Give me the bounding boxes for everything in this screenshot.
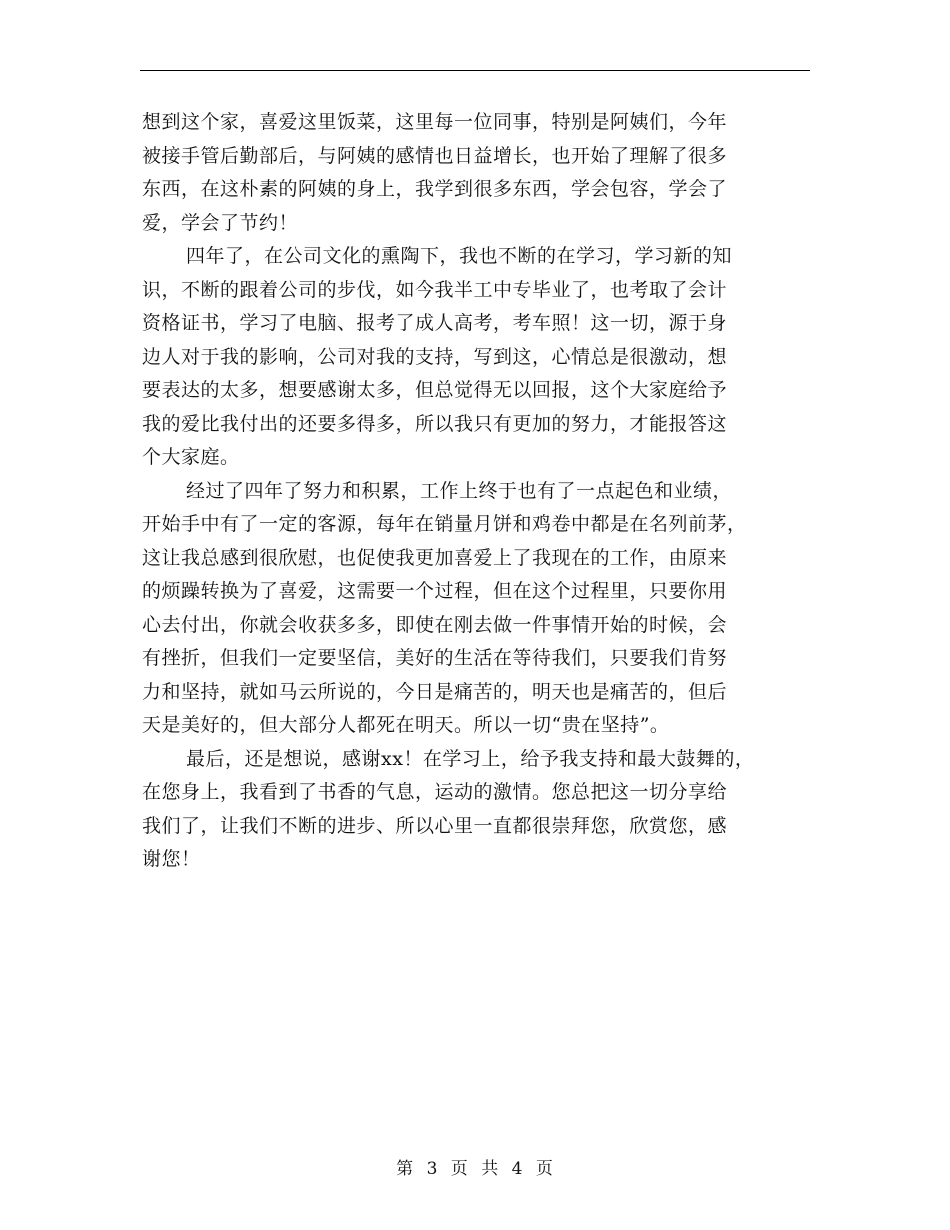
document-body [142,106,812,877]
text-line: 想到这个家，喜爱这里饭菜，这里每一位同事，特别是阿姨们，今年 [142,111,728,133]
paragraph-3 [142,475,812,743]
text-line: 开始手中有了一定的客源，每年在销量月饼和鸡卷中都是在名列前茅， [142,513,747,535]
text-line: 识，不断的跟着公司的步伐，如今我半工中专毕业了，也考取了会计 [142,278,728,301]
text-line: 爱，学会了节约！ [142,211,299,234]
text-line: 天是美好的，但大部分人都死在明天。所以一切“贵在坚持”。 [142,714,670,736]
text-line: 的烦躁转换为了喜爱，这需要一个过程，但在这个过程里，只要你用 [142,580,728,602]
footer-label-page: 第 [396,1159,415,1179]
text-line: 被接手管后勤部后，与阿姨的感情也日益增长，也开始了理解了很多 [142,144,728,167]
text-line: 边人对于我的影响，公司对我的支持，写到这，心情总是很激动，想 [142,345,728,368]
text-line: 这让我总感到很欣慰，也促使我更加喜爱上了我现在的工作，由原来 [142,546,728,569]
text-line: 东西，在这朴素的阿姨的身上，我学到很多东西，学会包容，学会了 [142,178,728,200]
text-line: 在您身上，我看到了书香的气息，运动的激情。您总把这一切分享给 [142,781,728,803]
paragraph-4 [142,743,812,877]
header-rule [140,70,810,71]
text-line: 最后，还是想说，感谢xx！在学习上，给予我支持和最大鼓舞的， [186,747,755,770]
footer-label-pages: 页 [535,1159,554,1179]
page-footer [0,1154,950,1179]
text-line: 要表达的太多，想要感谢太多，但总觉得无以回报，这个大家庭给予 [142,379,728,401]
text-line: 我的爱比我付出的还要多得多，所以我只有更加的努力，才能报答这 [142,412,728,435]
footer-label-total: 共 [481,1159,500,1179]
text-line: 心去付出，你就会收获多多，即使在刚去做一件事情开始的时候，会 [142,613,728,636]
text-line: 谢您！ [142,848,201,870]
text-line: 我们了，让我们不断的进步、所以心里一直都很崇拜您，欣赏您，感 [142,814,728,837]
total-pages-number: 4 [511,1159,524,1179]
text-line: 有挫折，但我们一定要坚信，美好的生活在等待我们，只要我们肯努 [142,647,728,669]
paragraph-2 [142,240,812,475]
text-line: 经过了四年了努力和积累，工作上终于也有了一点起色和业绩， [186,479,733,502]
text-line: 力和坚持，就如马云所说的，今日是痛苦的，明天也是痛苦的，但后 [142,680,728,703]
footer-label-of-page: 页 [450,1159,469,1179]
paragraph-1 [142,106,812,240]
current-page-number: 3 [426,1159,439,1179]
text-line: 四年了，在公司文化的熏陶下，我也不断的在学习，学习新的知 [186,245,733,267]
text-line: 资格证书，学习了电脑、报考了成人高考，考车照！这一切，源于身 [142,312,728,334]
text-line: 个大家庭。 [142,446,240,468]
